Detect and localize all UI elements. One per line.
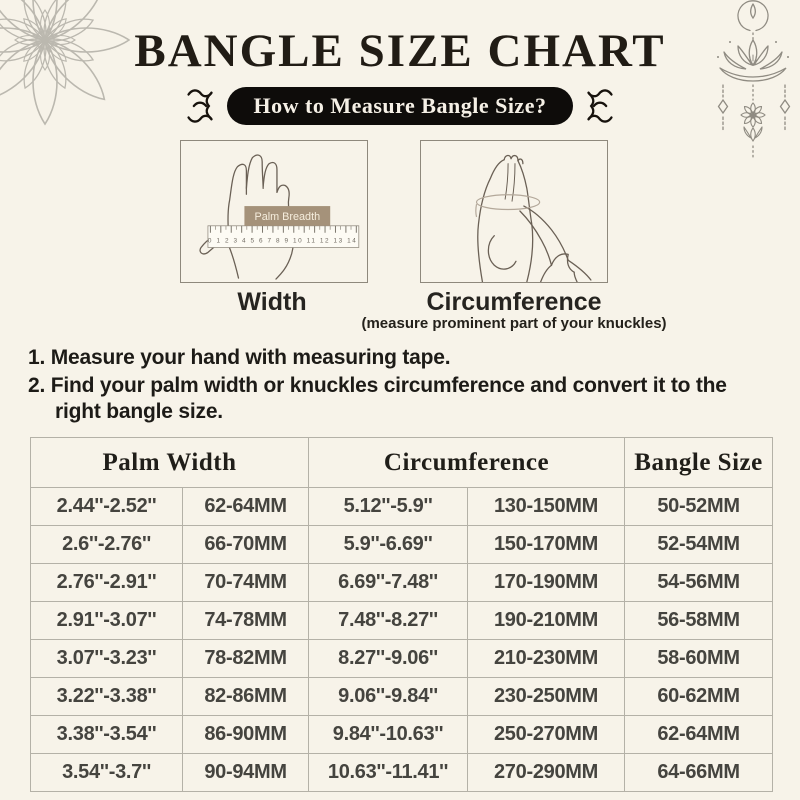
table-row (31, 640, 773, 678)
table-cell: 74-78MM (183, 602, 309, 640)
width-caption: Width (237, 288, 307, 316)
instruction-step-2: 2. Find your palm width or knuckles circumference and convert it to the (28, 374, 727, 397)
table-row (31, 526, 773, 564)
table-row (31, 602, 773, 640)
header-circumference: Circumference (309, 438, 625, 488)
badge-row (0, 84, 800, 128)
table-cell: 3.38''-3.54'' (31, 716, 183, 754)
svg-text:Palm Breadth: Palm Breadth (254, 210, 321, 223)
table-cell: 50-52MM (625, 488, 773, 526)
table-row (31, 678, 773, 716)
how-to-measure-badge: How to Measure Bangle Size? (227, 87, 574, 125)
table-cell: 3.54''-3.7'' (31, 754, 183, 792)
table-cell: 130-150MM (468, 488, 625, 526)
table-cell: 190-210MM (468, 602, 625, 640)
table-cell: 58-60MM (625, 640, 773, 678)
table-cell: 64-66MM (625, 754, 773, 792)
squiggle-ornament-icon (585, 84, 615, 128)
table-cell: 62-64MM (625, 716, 773, 754)
header-palm-width: Palm Width (31, 438, 309, 488)
table-cell: 2.6''-2.76'' (31, 526, 183, 564)
palm-breadth-tag (244, 206, 330, 226)
table-cell: 2.91''-3.07'' (31, 602, 183, 640)
table-cell: 210-230MM (468, 640, 625, 678)
table-cell: 60-62MM (625, 678, 773, 716)
table-cell: 5.12''-5.9'' (309, 488, 468, 526)
table-cell: 150-170MM (468, 526, 625, 564)
table-cell: 9.84''-10.63'' (309, 716, 468, 754)
table-cell: 70-74MM (183, 564, 309, 602)
table-cell: 10.63''-11.41'' (309, 754, 468, 792)
table-cell: 6.69''-7.48'' (309, 564, 468, 602)
table-cell: 62-64MM (183, 488, 309, 526)
instruction-step-2-continued: right bangle size. (55, 400, 223, 423)
table-row (31, 754, 773, 792)
table-header-row (31, 438, 773, 488)
table-cell: 3.22''-3.38'' (31, 678, 183, 716)
table-cell: 90-94MM (183, 754, 309, 792)
size-table (30, 437, 773, 792)
table-row (31, 716, 773, 754)
circumference-illustration (420, 140, 608, 283)
squiggle-ornament-icon (185, 84, 215, 128)
ruffle-leaves-icon (744, 127, 762, 141)
ruler-numbers: 0 1 2 3 4 5 6 7 8 9 10 11 12 13 14 (207, 237, 356, 245)
table-cell: 3.07''-3.23'' (31, 640, 183, 678)
table-row (31, 564, 773, 602)
table-cell: 2.76''-2.91'' (31, 564, 183, 602)
header-bangle-size: Bangle Size (625, 438, 773, 488)
table-cell: 52-54MM (625, 526, 773, 564)
ruler-icon (208, 226, 359, 248)
table-cell: 82-86MM (183, 678, 309, 716)
instruction-step-1: 1. Measure your hand with measuring tape. (28, 346, 451, 369)
circumference-caption: Circumference (426, 288, 602, 316)
table-row (31, 488, 773, 526)
table-cell: 56-58MM (625, 602, 773, 640)
table-cell: 66-70MM (183, 526, 309, 564)
table-cell: 2.44''-2.52'' (31, 488, 183, 526)
table-cell: 9.06''-9.84'' (309, 678, 468, 716)
table-cell: 7.48''-8.27'' (309, 602, 468, 640)
table-cell: 250-270MM (468, 716, 625, 754)
table-cell: 8.27''-9.06'' (309, 640, 468, 678)
table-cell: 5.9''-6.69'' (309, 526, 468, 564)
measuring-tape-icon (477, 195, 540, 210)
table-cell: 78-82MM (183, 640, 309, 678)
table-cell: 54-56MM (625, 564, 773, 602)
page-title: BANGLE SIZE CHART (134, 25, 666, 77)
table-cell: 270-290MM (468, 754, 625, 792)
hand-outline-icon (478, 156, 591, 282)
palm-width-illustration (180, 140, 368, 283)
table-cell: 230-250MM (468, 678, 625, 716)
table-cell: 86-90MM (183, 716, 309, 754)
drop-icon (751, 4, 756, 18)
circumference-note: (measure prominent part of your knuckles) (361, 315, 667, 332)
table-cell: 170-190MM (468, 564, 625, 602)
